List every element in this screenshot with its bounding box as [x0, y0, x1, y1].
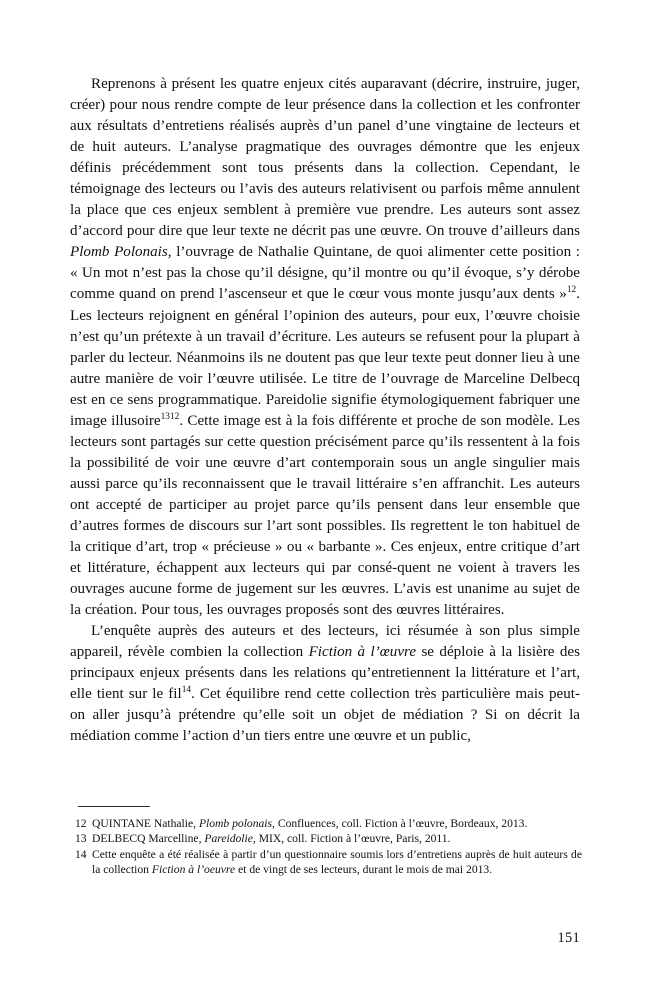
footnote-number: 12	[75, 817, 87, 830]
footnote-text: DELBECQ Marcelline, Pareidolie, MIX, coll. Fiction à l’œuvre, Paris, 2011.	[92, 832, 451, 846]
italic-title: Fiction à l’oeuvre	[151, 863, 236, 877]
footnote-separator-rule	[78, 806, 150, 807]
footnote-item	[70, 831, 582, 846]
body-text-block	[70, 74, 580, 748]
italic-title: Pareidolie	[204, 832, 253, 846]
italic-title: Plomb Polonais,	[70, 244, 172, 261]
footnote-number: 14	[75, 847, 87, 861]
italic-title: Plomb polonais	[198, 817, 273, 830]
italic-title: Fiction à l’œuvre	[308, 644, 417, 661]
footnote-number: 13	[75, 832, 87, 846]
footnote-text: Cette enquête a été réalisée à partir d’un questionnaire soumis lors d’entretiens auprès de huit auteurs de la collection Fiction à l’oeuvre et de vingt de ses lecteurs, durant le mois de mai 2013.	[92, 847, 582, 877]
paragraph-2: L’enquête auprès des auteurs et des lecteurs, ici résumée à son plus simple appareil, révèle combien la collection Fiction à l’œuvre se déploie à la lisière des principaux enjeux présents dans les relations qu’entretiennent la littérature et l’art, elle tient sur le fil$^{14}$. Cet équilibre rend cette collection très particulière mais peut-on aller jusqu’à prétendre qu’elle soit un objet de médiation ? Si on décrit la médiation comme l’action d’un tiers entre une œuvre et un public,	[70, 623, 580, 745]
page-number: 151	[557, 930, 580, 946]
footnote-marker[interactable]: 14	[181, 685, 192, 696]
footnote-marker[interactable]: 1312	[160, 411, 180, 422]
footnote-item	[70, 816, 582, 831]
footnote-list	[70, 816, 582, 878]
paragraph-1: Reprenons à présent les quatre enjeux cités auparavant (décrire, instruire, juger, créer) pour nous rendre compte de leur présence dans la collection et les confronter aux résultats d’entretiens réalisés auprès d’un panel d’une vingtaine de lecteurs et de huit auteurs. L’analyse pragmatique des ouvrages démontre que les enjeux définis précédemment sont tous présents dans la collection. Cependant, le témoignage des lecteurs ou l’avis des auteurs relativisent ou parfois même annulent la place que ces enjeux semblent à première vue prendre. Les auteurs sont assez d’accord pour dire que leur texte ne décrit pas une œuvre. On trouve d’ailleurs dans Plomb Polonais, l’ouvrage de Nathalie Quintane, de quoi alimenter cette position : « Un mot n’est pas la chose qu’il désigne, qu’il montre ou qu’il évoque, s’y dérobe comme quand on prend l’ascenseur et que le cœur vous monte jusqu’aux dents »$^{12}$. Les lecteurs rejoignent en général l’opinion des auteurs, pour eux, l’œuvre choisie n’est qu’un prétexte à un travail d’écriture. Les auteurs se refusent pour la plupart à parler du lecteur. Néanmoins ils ne doutent pas que leur texte peut donner lieu à une autre manière de voir l’œuvre utilisée. Le titre de l’ouvrage de Marceline Delbecq est en ce sens programmatique. Pareidolie signifie étymologiquement fabriquer une image illusoire$^{1312}$. Cette image est à la fois différente et proche de son modèle. Les lecteurs sont partagés sur cette question précisément parce qu’ils ressentent à la fois la possibilité de voir une œuvre d’art contemporain sous un angle singulier mais aussi parce qu’ils reconnaissent que le travail littéraire s’en affranchit. Les auteurs ont accepté de participer au projet parce qu’ils pensent dans leur ensemble que d’autres formes de discours sur l’art sont possibles. Ils regrettent le ton habituel de la critique d’art, trop « précieuse » ou « barbante ». Ces enjeux, entre critique d’art et littérature, échappent aux lecteurs qui par consé-quent ne voient à travers les ouvrages aucune forme de jugement sur les œuvres. L’avis est unanime au sujet de la création. Pour tous, les ouvrages proposés sont des œuvres littéraires.	[70, 76, 580, 619]
footnotes-section	[70, 806, 582, 878]
footnote-item	[70, 847, 582, 878]
footnote-marker[interactable]: 12	[566, 285, 577, 296]
footnote-text: QUINTANE Nathalie, Plomb polonais, Confluences, coll. Fiction à l’œuvre, Bordeaux, 2013.	[92, 817, 528, 830]
